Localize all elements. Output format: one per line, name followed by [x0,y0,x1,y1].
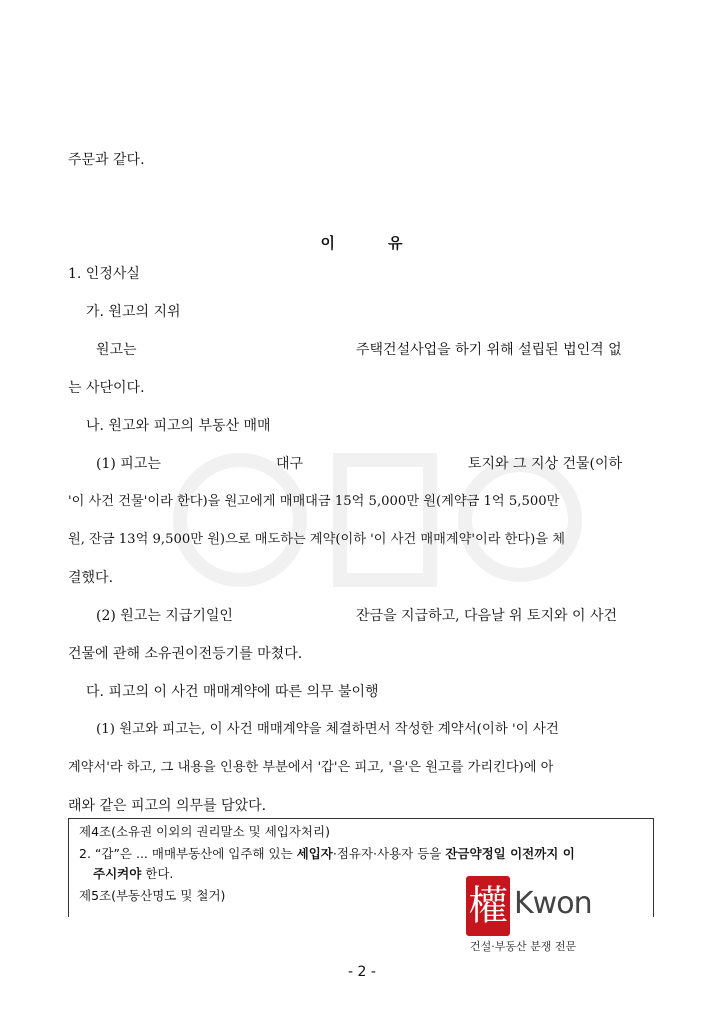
quote-item2-line2 [93,865,173,883]
logo-word: Kwon [514,886,592,921]
paragraph-na1-line4: 결했다. [68,570,114,586]
paragraph-na2-line1-b: 잔금을 지급하고, 다음날 위 토지와 이 사건 [356,608,618,624]
quote-item2-bold-deadline: 잔금약정일 이전까지 이 [445,846,575,861]
watermark-seal [170,420,590,620]
paragraph-na1-line3: 원, 잔금 13억 9,500만 원)으로 매도하는 계약(이하 '이 사건 매매계약'이라 한다)을 체 [68,532,565,547]
quote-article5-title: 제5조(부동산명도 및 철거) [79,888,226,903]
paragraph-ga-line1-b: 주택건설사업을 하기 위해 설립된 법인격 없 [356,342,622,358]
quote-item2-line1 [79,845,575,863]
section-title-left: 이 [320,234,336,252]
subheading-ga: 가. 원고의 지위 [86,304,181,320]
section-title [0,232,724,253]
paragraph-na1-line1-c: 토지와 그 지상 건물(이하 [468,456,623,472]
quote-item2-bold-vacate: 주시켜야 [93,866,142,881]
paragraph-ga-line2: 는 사단이다. [68,380,145,396]
paragraph-da1-line1: (1) 원고와 피고는, 이 사건 매매계약을 체결하면서 작성한 계약서(이하 '이 사건 [96,722,559,737]
paragraph-da1-line2: 계약서'라 하고, 그 내용을 인용한 부분에서 '갑'은 피고, '을'은 원고를 가리킨다)에 아 [68,760,554,775]
logo-tagline: 건설·부동산 분쟁 전문 [470,940,577,953]
quote-item2-text-c: 한다. [141,866,174,881]
logo-glyph: 權 [466,876,510,936]
paragraph-na1-line1-b: 대구 [276,456,304,472]
section-heading-1: 1. 인정사실 [68,266,140,282]
paragraph-na2-line2: 건물에 관해 소유권이전등기를 마쳤다. [68,646,303,662]
page-number: - 2 - [348,964,376,980]
paragraph-na1-line2: '이 사건 건물'이라 한다)을 원고에게 매매대금 15억 5,000만 원(계약금 1억 5,500만 [68,494,560,509]
quote-article4-title: 제4조(소유권 이외의 권리말소 및 세입자처리) [79,824,330,839]
quote-item2-text-a: 2. “갑”은 ... 매매부동산에 입주해 있는 [79,846,297,861]
quote-item2-text-b: ·점유자·사용자 등을 [332,846,446,861]
section-title-right: 유 [388,234,404,252]
paragraph-na1-line1-a: (1) 피고는 [96,456,161,472]
paragraph-ga-line1-a: 원고는 [96,342,137,358]
paragraph-na2-line1-a: (2) 원고는 지급기일인 [96,608,233,624]
kwon-logo [466,876,606,956]
subheading-da: 다. 피고의 이 사건 매매계약에 따른 의무 불이행 [86,684,379,700]
quote-item2-bold-tenant: 세입자 [296,846,333,861]
opening-line: 주문과 같다. [68,152,145,168]
subheading-na: 나. 원고와 피고의 부동산 매매 [86,418,271,434]
paragraph-da1-line3: 래와 같은 피고의 의무를 담았다. [68,798,267,814]
